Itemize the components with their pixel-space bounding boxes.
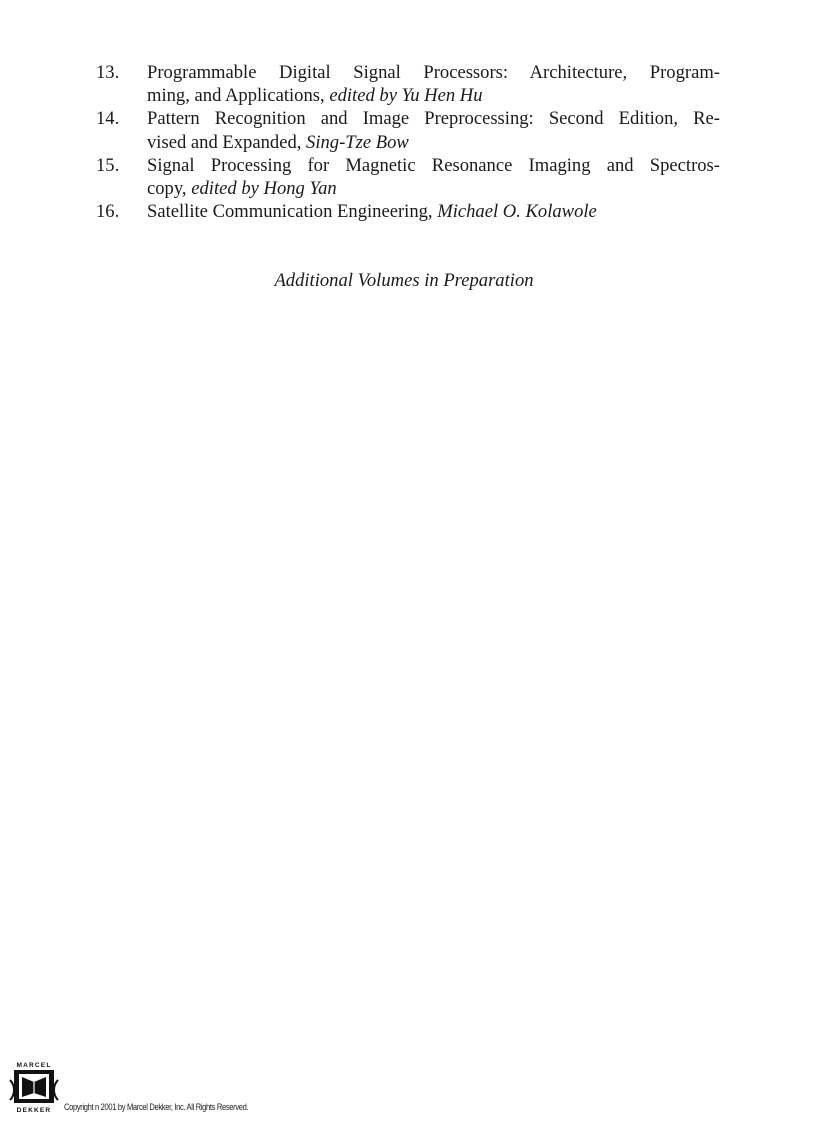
volume-author: Sing-Tze Bow xyxy=(306,131,409,153)
volume-title-line xyxy=(147,200,720,223)
logo-bottom-text: DEKKER xyxy=(16,1107,52,1114)
volume-title-text: vised and Expanded, xyxy=(147,131,307,153)
volume-number: 16. xyxy=(96,201,120,223)
list-item xyxy=(96,200,720,223)
logo-top-text: MARCEL xyxy=(16,1062,52,1069)
list-item xyxy=(96,107,720,153)
copyright-notice: Copyright n 2001 by Marcel Dekker, Inc. All Rights Reserved. xyxy=(64,1102,249,1112)
series-volume-list xyxy=(96,61,720,223)
volume-title-text: ming, and Applications, xyxy=(147,85,330,107)
volume-title-line: Programmable Digital Signal Processors: Architecture, Program- xyxy=(147,62,720,83)
volume-title-line xyxy=(147,131,720,154)
volume-entry-text xyxy=(147,61,720,107)
volume-title-line: Pattern Recognition and Image Preprocessing: Second Edition, Re- xyxy=(147,108,720,130)
marcel-dekker-logo-icon xyxy=(8,1060,60,1114)
volume-entry-text xyxy=(147,107,720,153)
list-item xyxy=(96,154,720,200)
volume-entry-text xyxy=(147,200,720,223)
volume-entry-text xyxy=(147,154,720,200)
volume-title-line xyxy=(147,177,720,200)
volume-title-line: Signal Processing for Magnetic Resonance Imaging and Spectros- xyxy=(147,154,720,176)
volume-title-text: copy, xyxy=(147,178,192,200)
volume-author: edited by Hong Yan xyxy=(191,178,337,200)
additional-volumes-note: Additional Volumes in Preparation xyxy=(274,270,534,291)
volume-title-line xyxy=(147,84,720,107)
volume-number: 13. xyxy=(96,62,120,83)
list-item xyxy=(96,61,720,107)
volume-author: edited by Yu Hen Hu xyxy=(329,85,483,107)
volume-number: 15. xyxy=(96,154,120,176)
volume-author: Michael O. Kolawole xyxy=(437,201,597,223)
volume-title-text: Satellite Communication Engineering, xyxy=(147,201,438,223)
volume-number: 14. xyxy=(96,108,120,130)
